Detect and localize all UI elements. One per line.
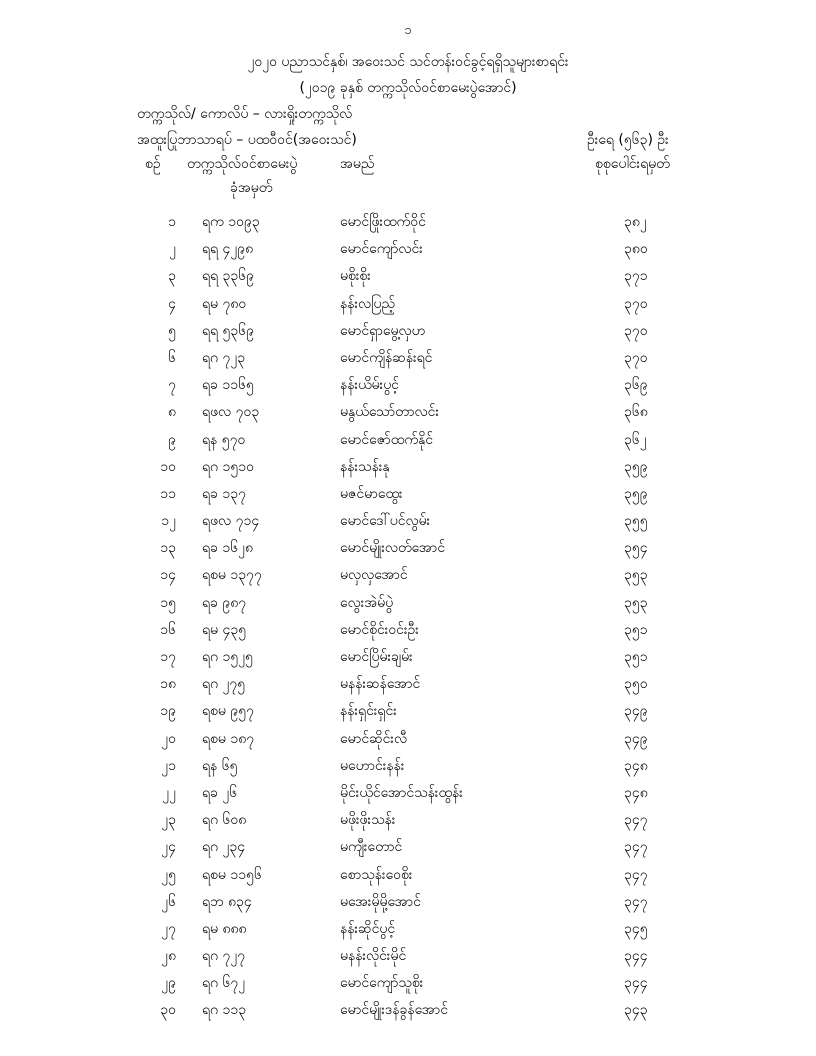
table-row bbox=[0, 264, 816, 291]
header-name: အမည် bbox=[340, 156, 375, 172]
row-name: မဇင်မာထွေး bbox=[340, 485, 403, 502]
row-serial-no: ၁၃ bbox=[160, 540, 176, 557]
table-row bbox=[0, 509, 816, 536]
row-roll-number: ရဂ ၁၅၁၀ bbox=[202, 458, 254, 475]
table-row bbox=[0, 210, 816, 237]
row-serial-no: ၂၆ bbox=[161, 893, 176, 910]
row-serial-no: ၂ bbox=[169, 241, 176, 258]
row-name: မောင်ဒေါ်ပင်လွမ်း bbox=[340, 513, 431, 530]
row-name: မကျီးတောင် bbox=[340, 839, 403, 856]
row-serial-no: ၁၉ bbox=[160, 703, 176, 720]
row-name: မစိုးစိုး bbox=[340, 268, 371, 285]
table-row bbox=[0, 917, 816, 944]
row-roll-number: ရမ ၄၃၅ bbox=[202, 621, 247, 638]
table-row bbox=[0, 944, 816, 971]
row-name: မဟောင်းနန်း bbox=[340, 757, 405, 774]
row-total-marks: ၃၈၂ bbox=[624, 214, 647, 230]
row-roll-number: ရစမ ၁၃၇၇ bbox=[202, 567, 262, 584]
row-serial-no: ၇ bbox=[168, 377, 176, 394]
table-row bbox=[0, 699, 816, 726]
row-roll-number: ရခ ၂၆ bbox=[202, 784, 238, 801]
header-roll-number-line2: ခုံအမှတ် bbox=[230, 180, 273, 196]
row-roll-number: ရဂ ၂၃၄ bbox=[202, 839, 246, 856]
table-row bbox=[0, 890, 816, 917]
row-serial-no: ၄ bbox=[168, 295, 176, 312]
header-total-marks: စုစုပေါင်းရမှတ် bbox=[595, 156, 670, 172]
row-name: မောင်ကျိန်ဆန်းရင် bbox=[340, 349, 433, 366]
row-roll-number: ရစမ ၁၈၇ bbox=[202, 730, 255, 747]
row-name: စောသုန်းဝေစိုး bbox=[340, 866, 413, 883]
row-roll-number: ရခ ၁၁၆၅ bbox=[202, 377, 254, 394]
row-name: မနန်းဆန်အောင် bbox=[340, 676, 421, 693]
table-row bbox=[0, 998, 816, 1025]
document-title: ၂၀၂၀ ပညာသင်နှစ်၊ အဝေးသင် သင်တန်းဝင်ခွင့်ရရှိသူများစာရင်း bbox=[247, 54, 569, 70]
row-roll-number: ရဖလ ၇၀၃ bbox=[202, 404, 260, 421]
table-row bbox=[0, 672, 816, 699]
row-serial-no: ၂၈ bbox=[161, 948, 176, 965]
row-roll-number: ရန ၅၇၀ bbox=[202, 431, 246, 448]
row-total-marks: ၃၅၄ bbox=[624, 540, 648, 557]
row-serial-no: ၆ bbox=[168, 349, 176, 366]
row-name: မောင်ကျော်သူစိုး bbox=[340, 975, 424, 992]
row-serial-no: ၁၇ bbox=[160, 649, 176, 665]
table-row bbox=[0, 808, 816, 835]
row-name: မောင်ဇော်ထက်နိုင် bbox=[340, 431, 434, 448]
row-total-marks: ၃၄၇ bbox=[624, 866, 648, 883]
row-roll-number: ရမ ၇၈၀ bbox=[202, 295, 247, 312]
row-serial-no: ၃ bbox=[168, 268, 176, 285]
row-name: မောင်ပြိမ်းချမ်း bbox=[340, 649, 413, 665]
table-row bbox=[0, 373, 816, 400]
row-total-marks: ၃၄၉ bbox=[624, 730, 648, 747]
table-row bbox=[0, 591, 816, 618]
row-serial-no: ၂၇ bbox=[161, 920, 176, 937]
table-row bbox=[0, 971, 816, 998]
row-total-marks: ၃၅၅ bbox=[624, 513, 648, 530]
row-roll-number: ရဂ ၆၇၂ bbox=[202, 975, 246, 992]
table-row bbox=[0, 346, 816, 373]
row-serial-no: ၅ bbox=[168, 322, 176, 339]
row-name: မောင်ဖြိုးထက်ဝိုင် bbox=[340, 214, 426, 230]
row-total-marks: ၃၄၄ bbox=[624, 975, 648, 992]
row-total-marks: ၃၅၁ bbox=[624, 621, 648, 638]
row-total-marks: ၃၅၁ bbox=[624, 649, 648, 665]
row-total-marks: ၃၄၇ bbox=[624, 893, 648, 910]
row-roll-number: ရရ ၅၃၆၉ bbox=[202, 322, 255, 339]
row-serial-no: ၁၄ bbox=[160, 567, 176, 584]
row-total-marks: ၃၇၁ bbox=[624, 268, 648, 285]
row-serial-no: ၂၄ bbox=[161, 839, 176, 856]
department-line: အထူးပြုဘာသာရပ် – ပထဝီဝင်(အဝေးသင်) bbox=[137, 132, 357, 148]
row-serial-no: ၂၂ bbox=[162, 784, 176, 801]
university-line: တက္ကသိုလ်/ ကောလိပ် – လားရှိုးတက္ကသိုလ် bbox=[137, 106, 353, 122]
row-serial-no: ၁၀ bbox=[160, 458, 176, 475]
document-subtitle: (၂၀၁၉ ခုနှစ် တက္ကသိုလ်ဝင်စာမေးပွဲအောင်) bbox=[299, 80, 517, 96]
row-serial-no: ၂၁ bbox=[161, 757, 176, 774]
row-roll-number: ရခ ၉၈၇ bbox=[202, 594, 247, 611]
row-total-marks: ၃၅၉ bbox=[624, 458, 648, 475]
row-total-marks: ၃၇၀ bbox=[624, 349, 648, 366]
row-serial-no: ၂၉ bbox=[161, 975, 176, 992]
row-serial-no: ၁၆ bbox=[160, 621, 176, 638]
row-name: လွေးအဲမ်ပွဲ bbox=[340, 594, 394, 611]
table-row bbox=[0, 292, 816, 319]
row-name: မောင်ဆိုင်းလီ bbox=[340, 730, 408, 747]
row-name: နန်းလပြည့် bbox=[340, 295, 396, 312]
row-serial-no: ၁၁ bbox=[160, 485, 176, 502]
row-roll-number: ရဂ ၆၀၈ bbox=[202, 812, 247, 829]
row-roll-number: ရမ ၈၈၈ bbox=[202, 920, 247, 937]
header-roll-number: တက္ကသိုလ်ဝင်စာမေးပွဲ bbox=[187, 156, 298, 172]
row-roll-number: ရဂ ၁၁၃ bbox=[202, 1002, 247, 1019]
table-row bbox=[0, 618, 816, 645]
table-row bbox=[0, 727, 816, 754]
row-name: မဖိုးဖိုးသန်း bbox=[340, 812, 396, 829]
row-serial-no: ၁ bbox=[168, 214, 176, 230]
table-row bbox=[0, 754, 816, 781]
table-row bbox=[0, 645, 816, 672]
row-roll-number: ရဂ ၁၅၂၅ bbox=[202, 649, 253, 665]
row-name: မလှလှအောင် bbox=[340, 567, 408, 584]
row-name: မနန်းလိုင်းမိုင် bbox=[340, 948, 407, 965]
row-serial-no: ၂၅ bbox=[161, 866, 176, 883]
row-total-marks: ၃၄၃ bbox=[624, 1002, 648, 1019]
table-row bbox=[0, 835, 816, 862]
row-name: မောင်မျိုးလတ်အောင် bbox=[340, 540, 446, 557]
row-roll-number: ရခ ၁၃၇ bbox=[202, 485, 246, 502]
table-row bbox=[0, 237, 816, 264]
row-roll-number: ရဂ ၇၂၃ bbox=[202, 349, 246, 366]
results-table bbox=[0, 210, 816, 1026]
row-roll-number: ရက ၁၀၉၃ bbox=[202, 214, 260, 230]
row-total-marks: ၃၄၉ bbox=[624, 703, 648, 720]
row-serial-no: ၉ bbox=[168, 431, 176, 448]
row-total-marks: ၃၄၈ bbox=[624, 757, 648, 774]
row-roll-number: ရဖလ ၇၁၄ bbox=[202, 513, 260, 530]
header-serial-no: စဉ် bbox=[145, 156, 161, 172]
row-total-marks: ၃၅၃ bbox=[624, 567, 648, 584]
row-name: မနွယ်သော်တာလင်း bbox=[340, 404, 439, 421]
row-serial-no: ၁၅ bbox=[160, 594, 176, 611]
table-row bbox=[0, 482, 816, 509]
row-name: မိုင်းယိုင်အောင်သန်းထွန်း bbox=[340, 784, 463, 801]
page-number: ၁ bbox=[404, 23, 412, 38]
total-count: ဦးရေ (၅၆၃) ဦး bbox=[587, 132, 669, 148]
row-total-marks: ၃၄၇ bbox=[624, 812, 648, 829]
row-name: မောင်မျိုးဒန်ခွန်အောင် bbox=[340, 1002, 448, 1019]
row-serial-no: ၈ bbox=[168, 404, 176, 421]
row-total-marks: ၃၇၀ bbox=[624, 295, 648, 312]
row-total-marks: ၃၅၉ bbox=[624, 485, 648, 502]
row-roll-number: ရဂ ၂၇၅ bbox=[202, 676, 246, 693]
row-roll-number: ရရ ၄၂၉၈ bbox=[202, 241, 254, 258]
row-total-marks: ၃၅၀ bbox=[624, 676, 648, 693]
row-roll-number: ရရ ၃၃၆၉ bbox=[202, 268, 255, 285]
table-row bbox=[0, 455, 816, 482]
row-name: နန်းသန်းနု bbox=[340, 458, 390, 475]
row-serial-no: ၂၃ bbox=[161, 812, 176, 829]
row-total-marks: ၃၆၉ bbox=[624, 377, 648, 394]
row-name: မောင်ကျော်လင်း bbox=[340, 241, 423, 258]
row-roll-number: ရဂ ၇၂၇ bbox=[202, 948, 246, 965]
row-serial-no: ၃၀ bbox=[160, 1002, 176, 1019]
table-row bbox=[0, 781, 816, 808]
row-total-marks: ၃၅၃ bbox=[624, 594, 648, 611]
row-name: နန်းရှင်းရှင်း bbox=[340, 703, 397, 720]
table-row bbox=[0, 863, 816, 890]
row-total-marks: ၃၄၇ bbox=[624, 839, 648, 856]
row-name: နန်းဆိုင်ပွင့် bbox=[340, 920, 396, 937]
row-total-marks: ၃၈၀ bbox=[624, 241, 648, 258]
table-row bbox=[0, 319, 816, 346]
row-name: မအေးမိုမို့အောင် bbox=[340, 893, 421, 910]
row-roll-number: ရစမ ၁၁၅၆ bbox=[202, 866, 262, 883]
table-row bbox=[0, 536, 816, 563]
row-total-marks: ၃၆၈ bbox=[624, 404, 648, 421]
row-total-marks: ၃၇၀ bbox=[624, 322, 648, 339]
row-name: မောင်စိုင်းဝင်းဦး bbox=[340, 621, 419, 638]
table-row bbox=[0, 428, 816, 455]
row-total-marks: ၃၆၂ bbox=[624, 431, 647, 448]
row-total-marks: ၃၄၄ bbox=[624, 948, 648, 965]
row-roll-number: ရဘ ၈၃၄ bbox=[202, 893, 252, 910]
table-row bbox=[0, 563, 816, 590]
row-roll-number: ရန ၆၅ bbox=[202, 757, 238, 774]
row-roll-number: ရခ ၁၆၂၈ bbox=[202, 540, 253, 557]
row-total-marks: ၃၄၅ bbox=[624, 920, 648, 937]
row-name: နန်းယိမ်းပွင့် bbox=[340, 377, 399, 394]
row-roll-number: ရစမ ၉၅၇ bbox=[202, 703, 254, 720]
table-row bbox=[0, 400, 816, 427]
row-serial-no: ၁၈ bbox=[160, 676, 176, 693]
row-name: မောင်ရှာမွေ့လှဟ bbox=[340, 322, 426, 339]
row-total-marks: ၃၄၈ bbox=[624, 784, 648, 801]
row-serial-no: ၁၂ bbox=[161, 513, 176, 530]
row-serial-no: ၂၀ bbox=[161, 730, 176, 747]
